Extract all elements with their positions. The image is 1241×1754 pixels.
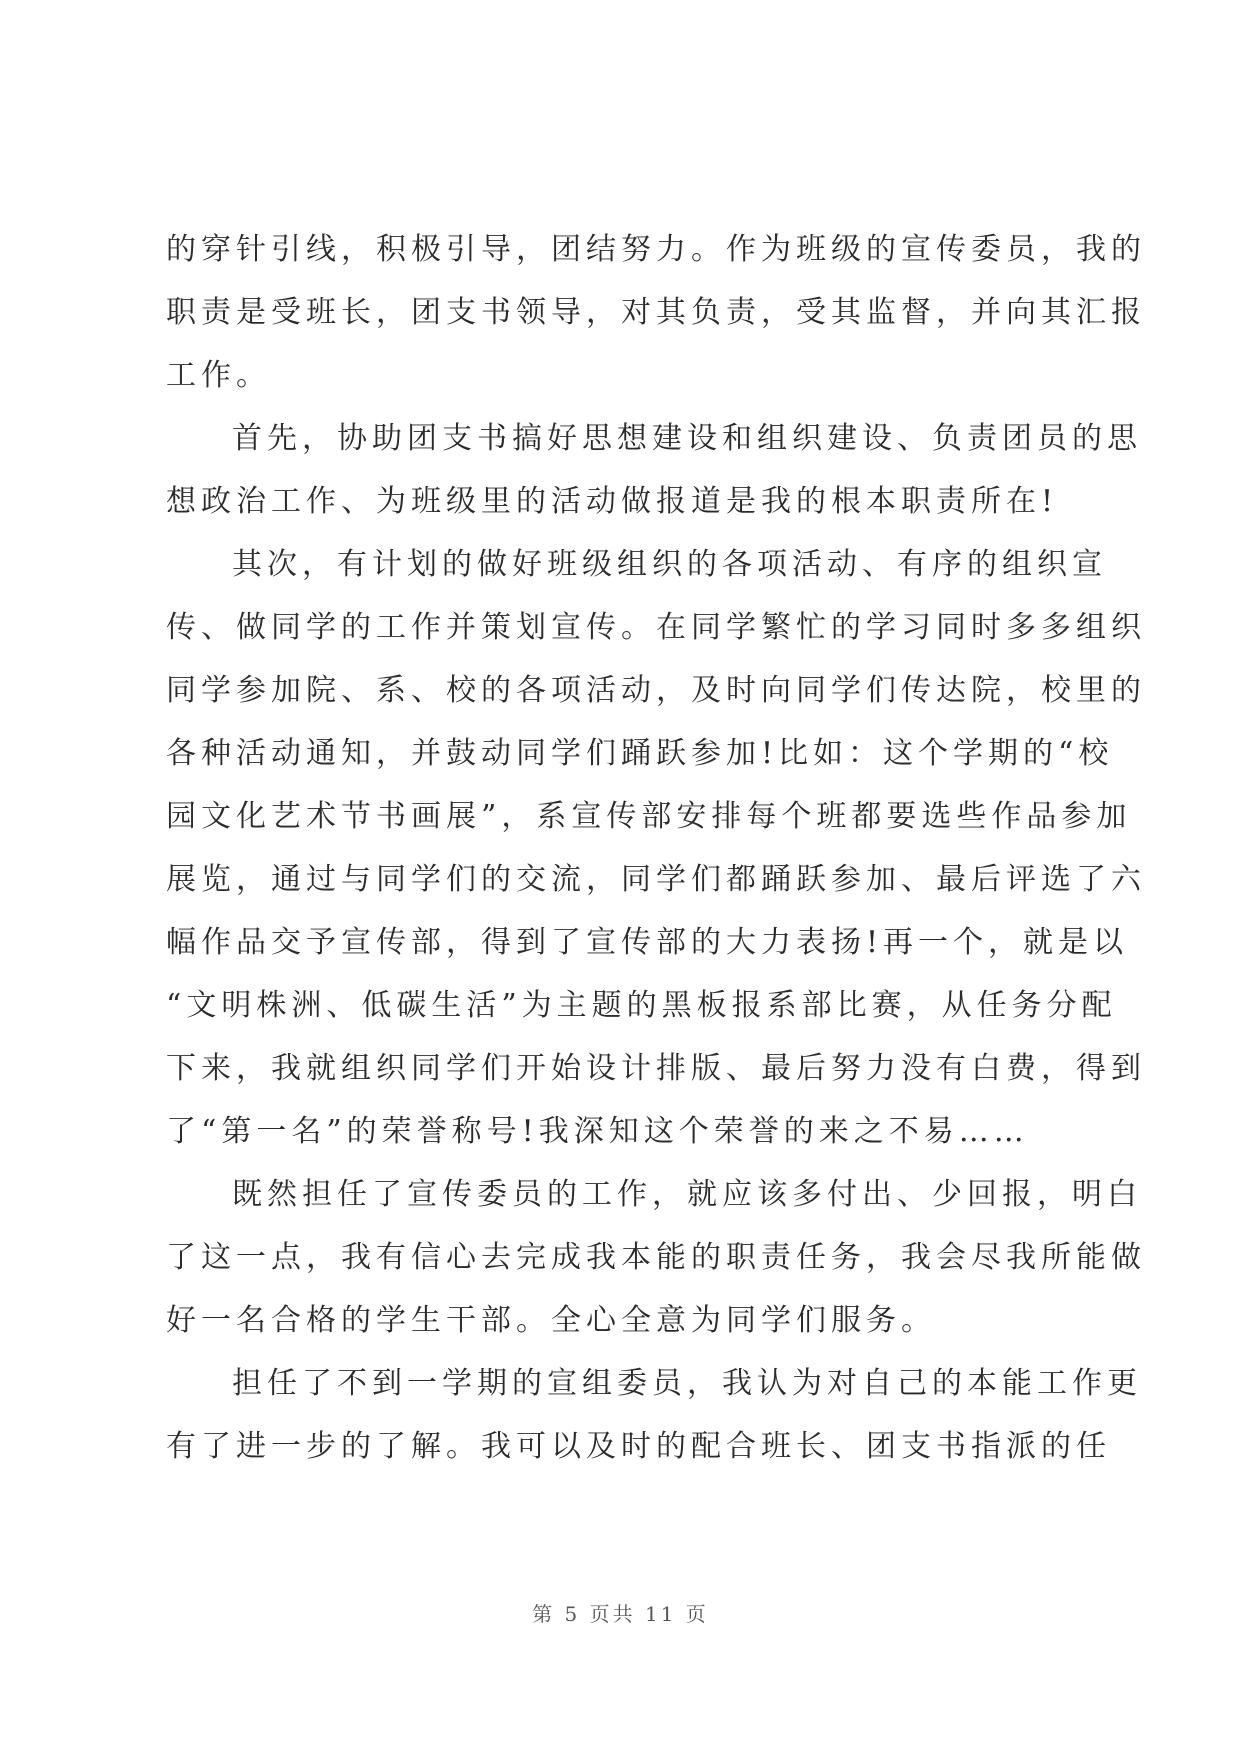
text-line: 下来，我就组织同学们开始设计排版、最后努力没有白费，得到 [166,1051,1146,1086]
text-line: 有了进一步的了解。我可以及时的配合班长、团支书指派的任 [166,1429,1111,1464]
text-line: 好一名合格的学生干部。全心全意为同学们服务。 [166,1303,936,1338]
text-line: 了这一点，我有信心去完成我本能的职责任务，我会尽我所能做 [166,1240,1146,1275]
text-line: 职责是受班长，团支书领导，对其负责，受其监督，并向其汇报 [166,295,1146,330]
text-line: 园文化艺术节书画展”，系宣传部安排每个班都要选些作品参加 [166,799,1132,834]
text-line: 传、做同学的工作并策划宣传。在同学繁忙的学习同时多多组织 [166,610,1146,645]
text-line: 既然担任了宣传委员的工作，就应该多付出、少回报，明白 [232,1177,1142,1212]
text-line: 同学参加院、系、校的各项活动，及时向同学们传达院，校里的 [166,673,1146,708]
text-line: 幅作品交予宣传部，得到了宣传部的大力表扬!再一个，就是以 [166,925,1129,960]
text-line: 其次，有计划的做好班级组织的各项活动、有序的组织宣 [232,547,1107,582]
text-line: “文明株洲、低碳生活”为主题的黑板报系部比赛，从任务分配 [166,988,1117,1023]
text-line: 各种活动通知，并鼓动同学们踊跃参加!比如：这个学期的“校 [166,736,1114,771]
text-line: 工作。 [166,358,271,393]
text-line: 担任了不到一学期的宣组委员，我认为对自己的本能工作更 [232,1366,1142,1401]
text-line: 的穿针引线，积极引导，团结努力。作为班级的宣传委员，我的 [166,232,1146,267]
page-footer: 第 5 页共 11 页 [532,1602,709,1626]
text-line: 了“第一名”的荣誉称号!我深知这个荣誉的来之不易…… [166,1114,1029,1149]
text-line: 展览，通过与同学们的交流，同学们都踊跃参加、最后评选了六 [166,862,1146,897]
text-line: 首先，协助团支书搞好思想建设和组织建设、负责团员的思 [232,421,1142,456]
text-line: 想政治工作、为班级里的活动做报道是我的根本职责所在! [166,484,1059,519]
body-text [166,218,1146,1478]
